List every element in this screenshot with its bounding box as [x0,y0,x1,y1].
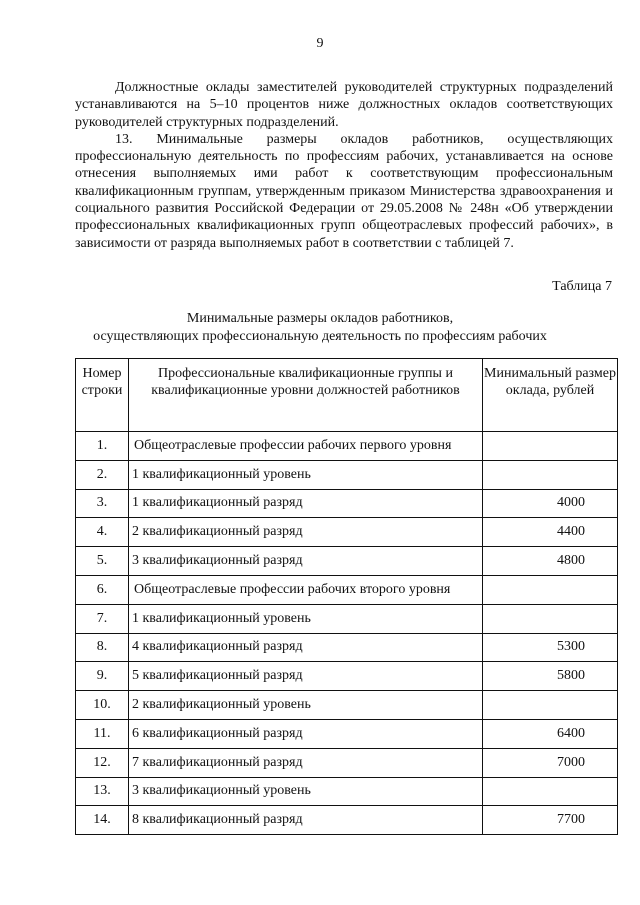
header-qualification-group: Профессиональные квалификационные группы и квалификационные уровни должностей работников [129,359,483,432]
table-row [76,633,618,662]
salary-cell: 5300 [483,633,618,662]
table-row [76,806,618,835]
row-number-cell: 3. [76,489,129,518]
row-number-cell: 1. [76,432,129,461]
salary-cell [483,432,618,461]
row-number-cell: 6. [76,575,129,604]
group-cell: 3 квалификационный разряд [129,547,483,576]
group-cell: 3 квалификационный уровень [129,777,483,806]
row-number-cell: 5. [76,547,129,576]
group-cell: 8 квалификационный разряд [129,806,483,835]
row-number-cell: 9. [76,662,129,691]
table-row [76,691,618,720]
group-cell: 1 квалификационный уровень [129,604,483,633]
group-heading-cell: Общеотраслевые профессии рабочих первого уровня [129,432,483,461]
row-number-cell: 10. [76,691,129,720]
table-title-line-1: Минимальные размеры окладов работников, [186,311,454,326]
table-row [76,547,618,576]
header-min-salary: Минимальный размер оклада, рублей [483,359,618,432]
row-number-cell: 8. [76,633,129,662]
group-cell: 2 квалификационный разряд [129,518,483,547]
table-row [76,719,618,748]
salary-cell [483,777,618,806]
row-number-cell: 14. [76,806,129,835]
table-row [76,748,618,777]
table-row [76,489,618,518]
table-row [76,432,618,461]
group-heading-cell: Общеотраслевые профессии рабочих второго уровня [129,575,483,604]
table-row [76,777,618,806]
salary-cell: 6400 [483,719,618,748]
group-cell: 1 квалификационный разряд [129,489,483,518]
group-cell: 1 квалификационный уровень [129,460,483,489]
salary-cell: 5800 [483,662,618,691]
table-body [76,432,618,835]
salary-cell [483,604,618,633]
salary-cell: 7000 [483,748,618,777]
salary-cell: 7700 [483,806,618,835]
group-cell: 7 квалификационный разряд [129,748,483,777]
row-number-cell: 2. [76,460,129,489]
salary-cell: 4800 [483,547,618,576]
table-row [76,460,618,489]
row-number-cell: 12. [76,748,129,777]
body-text [75,79,613,252]
group-cell: 4 квалификационный разряд [129,633,483,662]
row-number-cell: 13. [76,777,129,806]
paragraph-item-13: 13. Минимальные размеры окладов работников, осуществляющих профессиональную деятельность по профессиям рабочих, устанавливается на основе отнесения выполняемых ими работ к соответствующим профессиональным квалификационным группам, утвержденным приказом Министерства здравоохранения и социального развития Российской Федерации от 29.05.2008 № 248н «Об утверждении профессиональных квалификационных групп общеотраслевых профессий рабочих», в зависимости от разряда выполняемых работ в соответствии с таблицей 7. [75,131,613,251]
table-title [0,310,640,346]
group-cell: 2 квалификационный уровень [129,691,483,720]
table-header-row [76,359,618,432]
salary-cell [483,691,618,720]
group-cell: 5 квалификационный разряд [129,662,483,691]
header-row-number: Номер строки [76,359,129,432]
salary-cell [483,460,618,489]
row-number-cell: 11. [76,719,129,748]
salary-cell: 4400 [483,518,618,547]
group-cell: 6 квалификационный разряд [129,719,483,748]
table-label: Таблица 7 [552,279,612,294]
salary-cell: 4000 [483,489,618,518]
table-row [76,518,618,547]
table-row [76,662,618,691]
salary-table [75,358,618,835]
table-title-line-2: осуществляющих профессиональную деятельность по профессиям рабочих [93,329,547,344]
table-row [76,575,618,604]
table-row [76,604,618,633]
row-number-cell: 7. [76,604,129,633]
paragraph-deputy-salaries: Должностные оклады заместителей руководителей структурных подразделений устанавливаются на 5–10 процентов ниже должностных окладов соответствующих руководителей структурных подразделений. [75,80,613,130]
salary-cell [483,575,618,604]
row-number-cell: 4. [76,518,129,547]
page-number: 9 [316,36,324,51]
